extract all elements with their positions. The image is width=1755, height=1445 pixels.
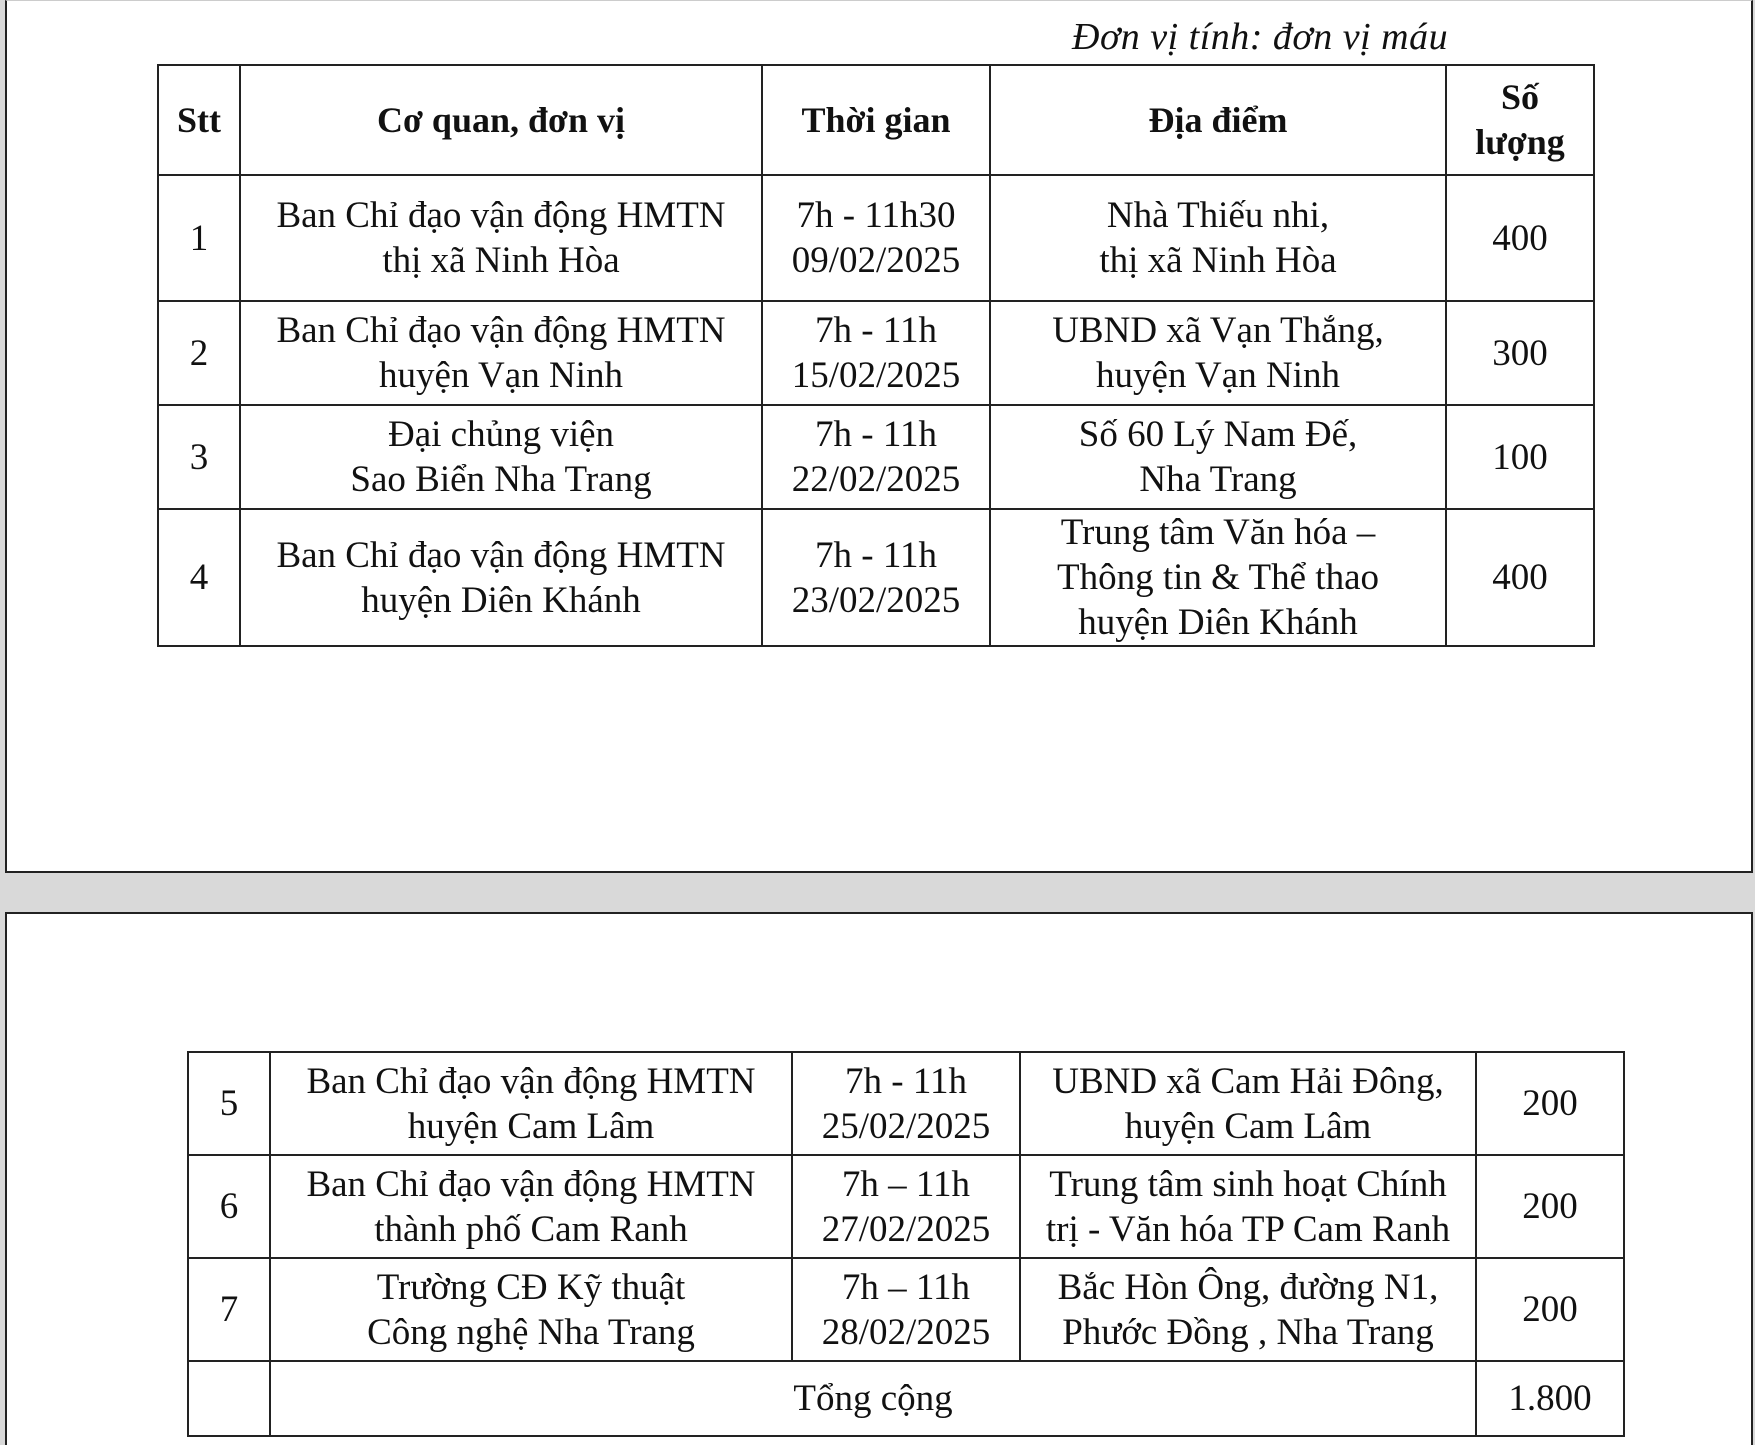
time-line: 7h - 11h xyxy=(845,1060,967,1102)
cell-place xyxy=(990,301,1446,405)
blood-donation-schedule-table-continued xyxy=(187,1051,1625,1437)
cell-stt-empty xyxy=(188,1361,270,1436)
org-line: Công nghệ Nha Trang xyxy=(367,1311,695,1353)
org-line: Ban Chỉ đạo vận động HMTN xyxy=(276,195,726,236)
cell-place xyxy=(990,405,1446,509)
cell-time xyxy=(762,509,990,646)
date-line: 15/02/2025 xyxy=(791,355,961,396)
place-line: Phước Đồng , Nha Trang xyxy=(1062,1311,1434,1353)
header-time: Thời gian xyxy=(762,65,990,175)
cell-qty: 100 xyxy=(1446,405,1594,509)
total-label: Tổng cộng xyxy=(270,1361,1476,1436)
document-page-2 xyxy=(5,912,1753,1445)
org-line: Đại chủng viện xyxy=(387,414,615,455)
table-header-row xyxy=(158,65,1594,175)
place-line: UBND xã Vạn Thắng, xyxy=(1052,310,1384,351)
org-line: huyện Vạn Ninh xyxy=(379,355,623,396)
unit-note: Đơn vị tính: đơn vị máu xyxy=(1072,16,1449,58)
table-row xyxy=(158,405,1594,509)
total-row xyxy=(188,1361,1624,1436)
cell-place xyxy=(990,509,1446,646)
header-qty-line2: lượng xyxy=(1475,122,1565,162)
cell-qty: 200 xyxy=(1476,1258,1624,1361)
cell-stt: 5 xyxy=(188,1052,270,1155)
place-line: Trung tâm sinh hoạt Chính xyxy=(1049,1163,1447,1205)
table-row xyxy=(158,301,1594,405)
org-line: Trường CĐ Kỹ thuật xyxy=(376,1266,686,1308)
place-line: trị - Văn hóa TP Cam Ranh xyxy=(1045,1208,1451,1250)
cell-org xyxy=(270,1052,792,1155)
org-line: huyện Diên Khánh xyxy=(361,579,641,621)
cell-org xyxy=(270,1155,792,1258)
table-row xyxy=(188,1155,1624,1258)
cell-qty: 400 xyxy=(1446,509,1594,646)
header-qty xyxy=(1446,65,1594,175)
cell-time xyxy=(762,175,990,301)
cell-stt: 6 xyxy=(188,1155,270,1258)
cell-qty: 300 xyxy=(1446,301,1594,405)
cell-stt: 7 xyxy=(188,1258,270,1361)
time-line: 7h – 11h xyxy=(841,1163,971,1205)
header-place: Địa điểm xyxy=(990,65,1446,175)
table-row xyxy=(188,1258,1624,1361)
blood-donation-schedule-table xyxy=(157,64,1595,647)
cell-time xyxy=(762,301,990,405)
cell-time xyxy=(792,1052,1020,1155)
place-line: Thông tin & Thể thao xyxy=(1057,557,1379,598)
time-line: 7h - 11h30 xyxy=(796,195,956,236)
cell-stt: 2 xyxy=(158,301,240,405)
org-line: Ban Chỉ đạo vận động HMTN xyxy=(276,534,726,576)
cell-place xyxy=(1020,1258,1476,1361)
cell-place xyxy=(1020,1052,1476,1155)
cell-qty: 200 xyxy=(1476,1052,1624,1155)
total-value: 1.800 xyxy=(1476,1361,1624,1436)
header-org: Cơ quan, đơn vị xyxy=(240,65,762,175)
cell-org xyxy=(240,509,762,646)
cell-org xyxy=(240,301,762,405)
org-line: Ban Chỉ đạo vận động HMTN xyxy=(276,310,726,351)
place-line: Nha Trang xyxy=(1139,459,1297,500)
date-line: 28/02/2025 xyxy=(821,1311,991,1353)
date-line: 22/02/2025 xyxy=(791,459,961,500)
place-line: Trung tâm Văn hóa – xyxy=(1060,512,1376,553)
org-line: huyện Cam Lâm xyxy=(407,1105,655,1147)
date-line: 09/02/2025 xyxy=(791,240,961,281)
date-line: 27/02/2025 xyxy=(821,1208,991,1250)
cell-stt: 1 xyxy=(158,175,240,301)
table-row xyxy=(158,175,1594,301)
cell-time xyxy=(762,405,990,509)
header-stt: Stt xyxy=(158,65,240,175)
place-line: Số 60 Lý Nam Đế, xyxy=(1078,414,1358,455)
place-line: thị xã Ninh Hòa xyxy=(1099,240,1337,281)
cell-org xyxy=(240,175,762,301)
org-line: Ban Chỉ đạo vận động HMTN xyxy=(306,1060,756,1102)
cell-org xyxy=(270,1258,792,1361)
place-line: huyện Vạn Ninh xyxy=(1096,355,1340,396)
date-line: 25/02/2025 xyxy=(821,1105,991,1147)
cell-place xyxy=(990,175,1446,301)
time-line: 7h - 11h xyxy=(815,414,937,455)
place-line: Nhà Thiếu nhi, xyxy=(1106,195,1330,236)
cell-qty: 200 xyxy=(1476,1155,1624,1258)
document-page-1 xyxy=(5,0,1753,873)
table-row xyxy=(158,509,1594,646)
time-line: 7h - 11h xyxy=(815,310,937,351)
cell-stt: 4 xyxy=(158,509,240,646)
place-line: huyện Diên Khánh xyxy=(1078,602,1358,643)
cell-time xyxy=(792,1258,1020,1361)
time-line: 7h – 11h xyxy=(841,1266,971,1308)
cell-place xyxy=(1020,1155,1476,1258)
table-row xyxy=(188,1052,1624,1155)
place-line: UBND xã Cam Hải Đông, xyxy=(1052,1060,1444,1102)
cell-org xyxy=(240,405,762,509)
org-line: Ban Chỉ đạo vận động HMTN xyxy=(306,1163,756,1205)
cell-time xyxy=(792,1155,1020,1258)
time-line: 7h - 11h xyxy=(815,534,937,576)
place-line: Bắc Hòn Ông, đường N1, xyxy=(1057,1266,1439,1308)
org-line: thành phố Cam Ranh xyxy=(374,1208,688,1250)
org-line: Sao Biển Nha Trang xyxy=(350,459,652,500)
header-qty-line1: Số xyxy=(1500,77,1540,117)
org-line: thị xã Ninh Hòa xyxy=(382,240,620,281)
cell-stt: 3 xyxy=(158,405,240,509)
date-line: 23/02/2025 xyxy=(791,579,961,621)
cell-qty: 400 xyxy=(1446,175,1594,301)
place-line: huyện Cam Lâm xyxy=(1124,1105,1372,1147)
